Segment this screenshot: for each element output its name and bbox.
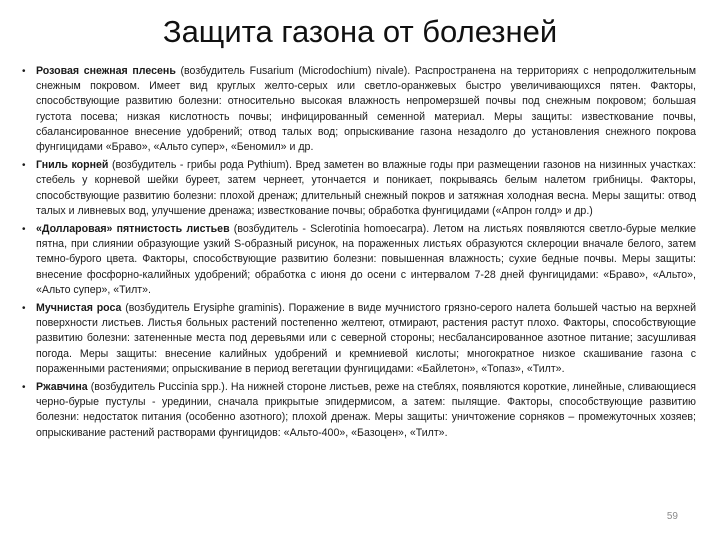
- item-term: Мучнистая роса: [36, 302, 122, 315]
- bullet-icon: •: [22, 66, 26, 77]
- list-item-pink-snow-mold: [22, 64, 696, 155]
- bullet-icon: •: [22, 224, 26, 236]
- list-item-dollar-spot: [22, 222, 696, 298]
- item-text: (возбудитель Puccinia spp.). На нижней стороне листьев, реже на стеблях, появляются короткие, линейные, сливающиеся черно-бурые пустулы - урединии, сначала прикрытые эпидермисом, а затем: пылящие. Факторы, способствующие развитию болезни: недостаток питания (особенно азотного); плохой дренаж. Меры защиты: уничтожение сорняков – промежуточных хозяев; опрыскивание растений растворами фунгицидов: «Альто-400», «Базоцен», «Тилт».: [36, 381, 696, 439]
- page-number: 59: [666, 511, 678, 522]
- item-text: (возбудитель - грибы рода Pythium). Вред заметен во влажные годы при размещении газонов на низинных участках: стебель у корневой шейки буреет, затем чернеет, утончается и поникает, покрываясь белым налетом грибницы. Факторы, способствующие развитию болезни: плохой дренаж; длительный снежный покров и затяжная холодная весна. Меры защиты: отвод талых и ливневых вод, улучшение дренажа; известкование почвы; обработка фунгицидами («Апрон голд» и др.): [36, 159, 697, 217]
- item-text: (возбудитель Fusarium (Microdochium) nivale). Распространена на территориях с непродолжительным снежным покровом. Имеет вид круглых желто-серых или светло-оранжевых быстро увеличивающихся пятен. Факторы, способствующие развитию болезни: относительно высокая влажность непромерзшей почвы под снежным покровом; большая густота посева; низкая кислотность почвы; инфицированный семенной материал. Меры защиты: известкование почвы, сбалансированное внесение удобрений; отвод талых вод; опрыскивание газона незадолго до установления снежного покрова фунгицидами «Браво», «Альто супер», «Беномил» и др.: [36, 65, 696, 154]
- disease-list: [22, 64, 696, 441]
- bullet-icon: •: [22, 160, 26, 172]
- item-text: (возбудитель - Sclerotinia homoecarpa). Летом на листьях появляются светло-бурые мелкие пятна, при слиянии образующие узкий S-образный рисунок, на пораженных листьях образуются склероции вначале белого, затем темно-бурого цвета. Факторы, способствующие развитию болезни: повышенная влажность; сухие бедные почвы. Меры защиты: внесение фосфорно-калийных удобрений; обработка с июня до осени с интервалом 7-28 дней фунгицидами: «Браво», «Альто», «Альто супер», «Тилт».: [36, 223, 696, 296]
- item-term: Розовая снежная плесень: [36, 65, 176, 77]
- list-item-rust: [22, 380, 696, 441]
- bullet-icon: •: [22, 303, 26, 315]
- list-item-root-rot: [22, 158, 696, 219]
- item-text: (возбудитель Erysiphe graminis). Поражение в виде мучнистого грязно-серого налета большей частью на верхней поверхности листьев. Листья больных растений постепенно желтеют, отмирают, растения растут плохо. Факторы, способствующие развитию болезни: затененные места под деревьями или с северной стороны; несбалансированное азотное питание; засушливая погода. Меры защиты: внесение калийных удобрений и кремниевой кислоты; многократное низкое скашивание газона с пораженными растениями; опрыскивание в период вегетации фунгицидами: «Байлетон», «Топаз», «Тилт».: [36, 302, 697, 375]
- slide-title: Защита газона от болезней: [162, 14, 558, 49]
- slide-body: [22, 64, 696, 444]
- item-term: Ржавчина: [36, 381, 88, 394]
- item-term: «Долларовая» пятнистость листьев: [36, 223, 230, 236]
- bullet-icon: •: [22, 382, 26, 394]
- list-item-powdery-mildew: [22, 301, 696, 377]
- item-term: Гниль корней: [36, 159, 109, 172]
